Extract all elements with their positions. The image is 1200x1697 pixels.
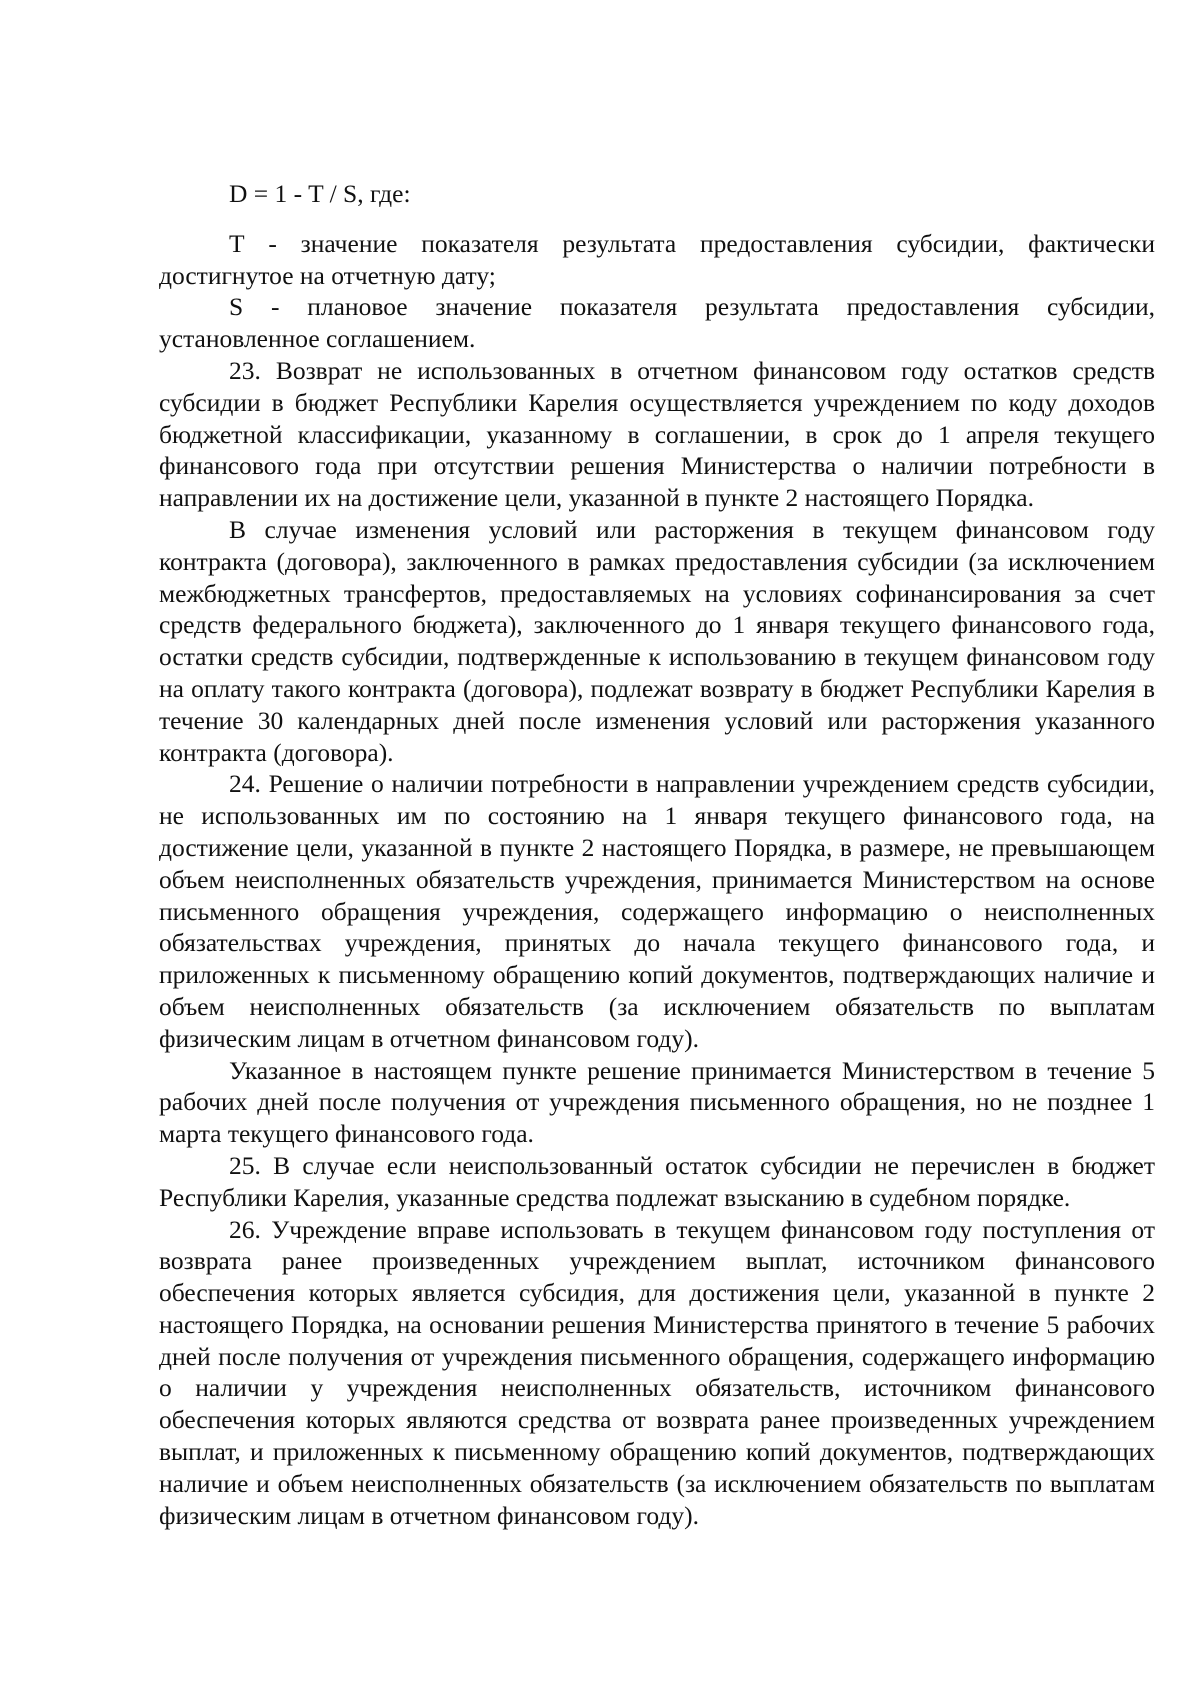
document-body <box>159 178 1155 1531</box>
paragraph-item-25: 25. В случае если неиспользованный остаток субсидии не перечислен в бюджет Республики Карелия, указанные средства подлежат взысканию в судебном порядке. <box>159 1150 1155 1212</box>
paragraph-item-26: 26. Учреждение вправе использовать в текущем финансовом году поступления от возврата ранее произведенных учреждением выплат, источником финансового обеспечения которых является субсидия, для достижения цели, указанной в пункте 2 настоящего Порядка, на основании решения Министерства принятого в течение 5 рабочих дней после получения от учреждения письменного обращения, содержащего информацию о наличии у учреждения неисполненных обязательств, источником финансового обеспечения которых являются средства от возврата ранее произведенных учреждением выплат, и приложенных к письменному обращению копий документов, подтверждающих наличие и объем неисполненных обязательств (за исключением обязательств по выплатам физическим лицам в отчетном финансовом году). <box>159 1214 1155 1530</box>
paragraph-t-definition: Т - значение показателя результата предоставления субсидии, фактически достигнутое на отчетную дату; <box>159 228 1155 290</box>
formula-line: D = 1 - T / S, где: <box>229 179 411 208</box>
paragraph-item-23: 23. Возврат не использованных в отчетном финансовом году остатков средств субсидии в бюджет Республики Карелия осуществляется учреждением по коду доходов бюджетной классификации, указанному в соглашении, в срок до 1 апреля текущего финансового года при отсутствии решения Министерства о наличии потребности в направлении их на достижение цели, указанной в пункте 2 настоящего Порядка. <box>159 355 1155 513</box>
paragraph-decision-deadline: Указанное в настоящем пункте решение принимается Министерством в течение 5 рабочих дней после получения от учреждения письменного обращения, но не позднее 1 марта текущего финансового года. <box>159 1055 1155 1149</box>
paragraph-item-24: 24. Решение о наличии потребности в направлении учреждением средств субсидии, не использованных им по состоянию на 1 января текущего финансового года, на достижение цели, указанной в пункте 2 настоящего Порядка, в размере, не превышающем объем неисполненных обязательств учреждения, принимается Министерством на основе письменного обращения учреждения, содержащего информацию о неисполненных обязательствах учреждения, принятых до начала текущего финансового года, и приложенных к письменному обращению копий документов, подтверждающих наличие и объем неисполненных обязательств (за исключением обязательств по выплатам физическим лицам в отчетном финансовом году). <box>159 769 1155 1053</box>
paragraph-s-definition: S - плановое значение показателя результата предоставления субсидии, установленное соглашением. <box>159 292 1155 354</box>
paragraph-contract-change: В случае изменения условий или расторжения в текущем финансовом году контракта (договора), заключенного в рамках предоставления субсидии (за исключением межбюджетных трансфертов, предоставляемых на условиях софинансирования за счет средств федерального бюджета), заключенного до 1 января текущего финансового года, остатки средств субсидии, подтвержденные к использованию в текущем финансовом году на оплату такого контракта (договора), подлежат возврату в бюджет Республики Карелия в течение 30 календарных дней после изменения условий или расторжения указанного контракта (договора). <box>159 514 1155 767</box>
